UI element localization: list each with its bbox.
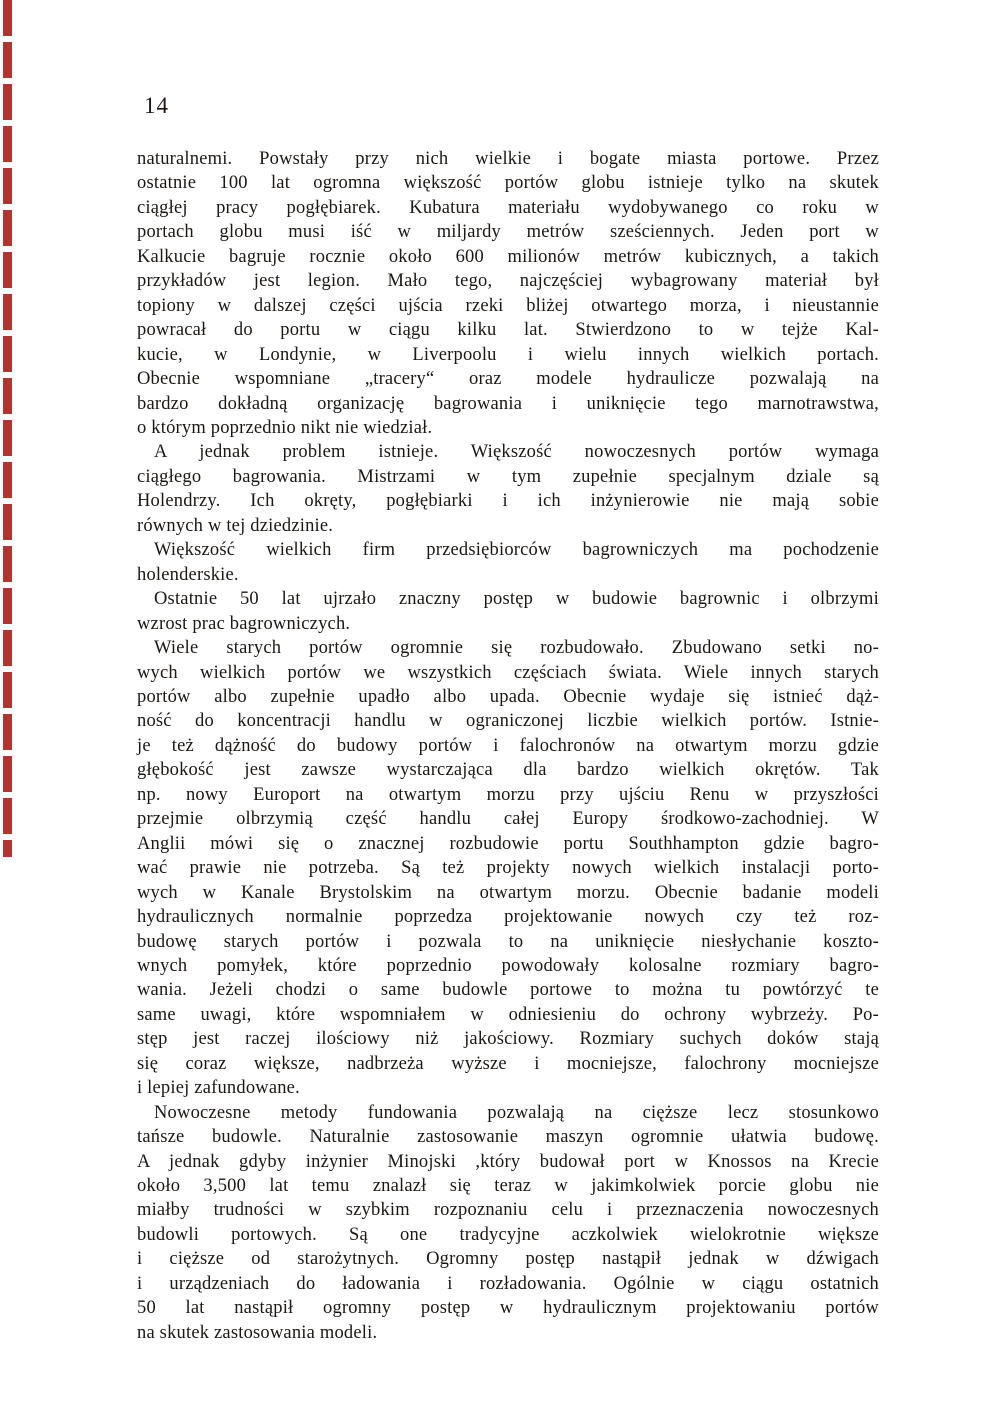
text-line: ciągłej pracy pogłębiarek. Kubatura materiału wydobywanego co roku w — [137, 197, 879, 218]
text-line: o którym poprzednio nikt nie wiedział. — [137, 417, 433, 438]
text-line: same uwagi, które wspomniałem w odniesieniu do ochrony wybrzeży. Po- — [137, 1004, 879, 1025]
text-line: Większość wielkich firm przedsiębiorców bagrowniczych ma pochodzenie — [154, 540, 879, 561]
text-line: wnych pomyłek, które poprzednio powodowały kolosalne rozmiary bagro- — [137, 955, 879, 976]
text-line: i lepiej zafundowane. — [137, 1078, 300, 1099]
text-line: portów albo zupełnie upadło albo upada. Obecnie wydaje się istnieć dąż- — [137, 686, 879, 707]
text-line: portach globu musi iść w miljardy metrów sześciennych. Jeden port w — [137, 222, 879, 243]
text-line: wych w Kanale Brystolskim na otwartym morzu. Obecnie badanie modeli — [137, 882, 879, 903]
text-line: Obecnie wspomniane „tracery“ oraz modele hydraulicze pozwalają na — [137, 369, 879, 390]
text-line: równych w tej dziedzinie. — [137, 515, 334, 536]
text-line: Anglii mówi się o znacznej rozbudowie portu Southhampton gdzie bagro- — [137, 833, 879, 854]
text-block — [137, 147, 879, 1345]
text-line: wych wielkich portów we wszystkich częściach świata. Wiele innych starych — [137, 662, 879, 683]
text-line: przykładów jest legion. Mało tego, najczęściej wybagrowany materiał był — [137, 271, 879, 292]
text-line: naturalnemi. Powstały przy nich wielkie i bogate miasta portowe. Przez — [137, 149, 879, 169]
text-line: np. nowy Europort na otwartym morzu przy ujściu Renu w przyszłości — [137, 784, 879, 805]
text-line: głębokość jest zawsze wystarczająca dla bardzo wielkich okrętów. Tak — [137, 760, 879, 781]
text-line: A jednak gdyby inżynier Minojski ,który budował port w Knossos na Krecie — [137, 1151, 879, 1172]
text-line: bardzo dokładną organizację bagrowania i uniknięcie tego marnotrawstwa, — [137, 393, 879, 414]
text-line: holenderskie. — [137, 564, 239, 585]
text-line: topiony w dalszej części ujścia rzeki bliżej otwartego morza, i nieustannie — [137, 295, 879, 316]
text-line: około 3,500 lat temu znalazł się teraz w jakimkolwiek porcie globu nie — [137, 1176, 879, 1197]
text-line: budowli portowych. Są one tradycyjne aczkolwiek wielokrotnie większe — [137, 1224, 879, 1245]
text-line: się coraz większe, nadbrzeża wyższe i mocniejsze, falochrony mocniejsze — [137, 1053, 879, 1074]
text-line: wzrost prac bagrowniczych. — [137, 613, 351, 634]
text-line: je też dążność do budowy portów i falochronów na otwartym morzu gdzie — [137, 735, 879, 756]
text-line: Nowoczesne metody fundowania pozwalają na cięższe lecz stosunkowo — [154, 1102, 879, 1123]
text-line: stęp jest raczej ilościowy niż jakościowy. Rozmiary suchych doków stają — [137, 1029, 879, 1050]
text-line: wać prawie nie potrzeba. Są też projekty nowych wielkich instalacji porto- — [137, 858, 879, 879]
text-line: na skutek zastosowania modeli. — [137, 1322, 378, 1343]
margin-marks — [3, 0, 12, 857]
text-line: kucie, w Londynie, w Liverpoolu i wielu innych wielkich portach. — [137, 344, 879, 365]
text-line: powracał do portu w ciągu kilku lat. Stwierdzono to w tejże Kal- — [137, 320, 879, 341]
text-line: tańsze budowle. Naturalnie zastosowanie maszyn ogromnie ułatwia budowę. — [137, 1127, 879, 1148]
text-line: i urządzeniach do ładowania i rozładowania. Ogólnie w ciągu ostatnich — [137, 1273, 879, 1294]
text-line: Holendrzy. Ich okręty, pogłębiarki i ich inżynierowie nie mają sobie — [137, 491, 879, 512]
text-line: Wiele starych portów ogromnie się rozbudowało. Zbudowano setki no- — [154, 638, 879, 659]
text-line: Kalkucie bagruje rocznie około 600 milionów metrów kubicznych, a takich — [137, 246, 879, 267]
page-number: 14 — [144, 93, 169, 118]
text-line: wania. Jeżeli chodzi o same budowle portowe to można tu powtórzyć te — [137, 980, 879, 1001]
text-line: przejmie olbrzymią część handlu całej Europy środkowo-zachodniej. W — [137, 809, 879, 830]
text-line: miałby trudności w szybkim rozpoznaniu celu i przeznaczenia nowoczesnych — [137, 1200, 879, 1221]
text-line: ność do koncentracji handlu w ograniczonej liczbie wielkich portów. Istnie- — [137, 711, 879, 732]
text-line: ciągłego bagrowania. Mistrzami w tym zupełnie specjalnym dziale są — [137, 466, 879, 487]
text-line: Ostatnie 50 lat ujrzało znaczny postęp w budowie bagrownic i olbrzymi — [154, 589, 879, 610]
text-line: budowę starych portów i pozwala to na uniknięcie niesłychanie koszto- — [137, 931, 879, 952]
text-line: hydraulicznych normalnie poprzedza projektowanie nowych czy też roz- — [137, 907, 879, 928]
text-line: i cięższe od starożytnych. Ogromny postęp nastąpił jednak w dźwigach — [137, 1249, 879, 1270]
text-line: 50 lat nastąpił ogromny postęp w hydraulicznym projektowaniu portów — [137, 1298, 879, 1319]
text-line: ostatnie 100 lat ogromna większość portów globu istnieje tylko na skutek — [137, 173, 879, 194]
text-line: A jednak problem istnieje. Większość nowoczesnych portów wymaga — [154, 442, 879, 463]
